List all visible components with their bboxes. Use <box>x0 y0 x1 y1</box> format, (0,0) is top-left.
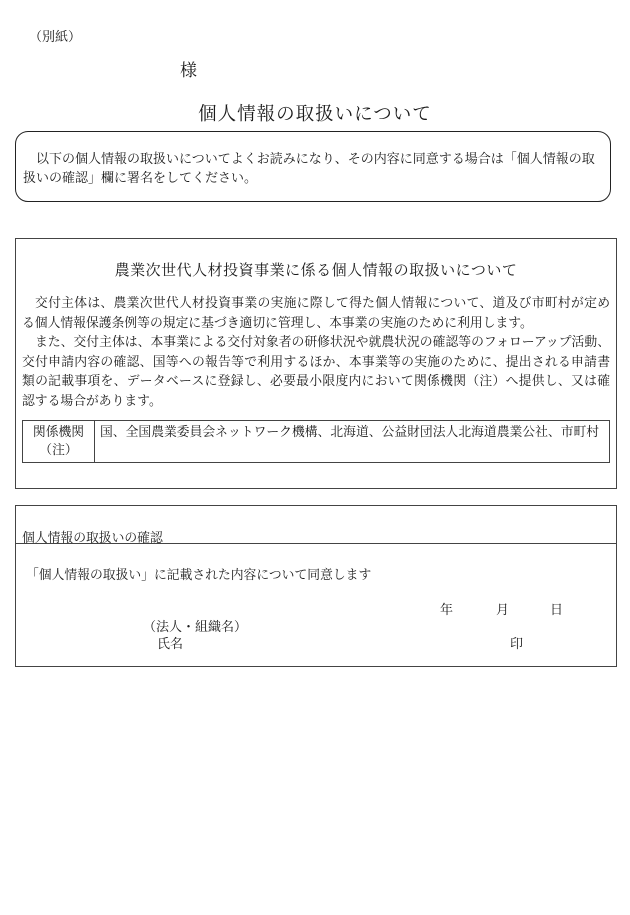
page-title: 個人情報の取扱いについて <box>198 104 432 125</box>
organization-name-field[interactable]: （法人・組織名） <box>143 620 248 635</box>
date-month-field[interactable]: 月 <box>496 603 510 618</box>
attachment-label: （別紙） <box>29 30 82 45</box>
related-organizations-list: 国、全国農業委員会ネットワーク機構、北海道、公益財団法人北海道農業公社、市町村 <box>100 425 600 440</box>
privacy-info-title: 農業次世代人材投資事業に係る個人情報の取扱いについて <box>114 261 518 279</box>
confirmation-header-label: 個人情報の取扱いの確認 <box>22 531 163 546</box>
privacy-paragraph-2: また、交付主体は、本事業による交付対象者の研修状況や就農状況の確認等のフォローアップ活動、交付申請内容の確認、国等への報告等で利用するほか、本事業等の実施のために、提出される申請書類の記載事項を、データベースに登録し、必要最小限度内において関係機関（注）へ提供し、又は確認する場合があります。 <box>22 335 610 409</box>
related-organizations-header <box>23 421 95 462</box>
signer-name-field[interactable]: 氏名 <box>157 637 184 652</box>
consent-statement: 「個人情報の取扱い」に記載された内容について同意します <box>26 568 372 583</box>
privacy-info-section <box>15 238 617 489</box>
notice-text: 以下の個人情報の取扱いについてよくお読みになり、その内容に同意する場合は「個人情報の取扱いの確認」欄に署名をしてください。 <box>23 152 595 186</box>
notice-box <box>15 131 611 202</box>
date-year-field[interactable]: 年 <box>440 603 454 618</box>
privacy-info-body <box>22 294 610 411</box>
confirmation-header <box>16 506 616 544</box>
related-organizations-header-label: 関係機関 <box>32 425 85 440</box>
date-day-field[interactable]: 日 <box>550 603 564 618</box>
confirmation-section <box>15 505 617 667</box>
privacy-paragraph-1: 交付主体は、農業次世代人材投資事業の実施に際して得た個人情報について、道及び市町村が定める個人情報保護条例等の規定に基づき適切に管理し、本事業の実施のために利用します。 <box>22 296 610 331</box>
related-organizations-table <box>22 420 610 463</box>
seal-mark: 印 <box>510 637 524 652</box>
recipient-honorific: 様 <box>180 61 197 81</box>
related-organizations-header-note: （注） <box>39 443 78 458</box>
